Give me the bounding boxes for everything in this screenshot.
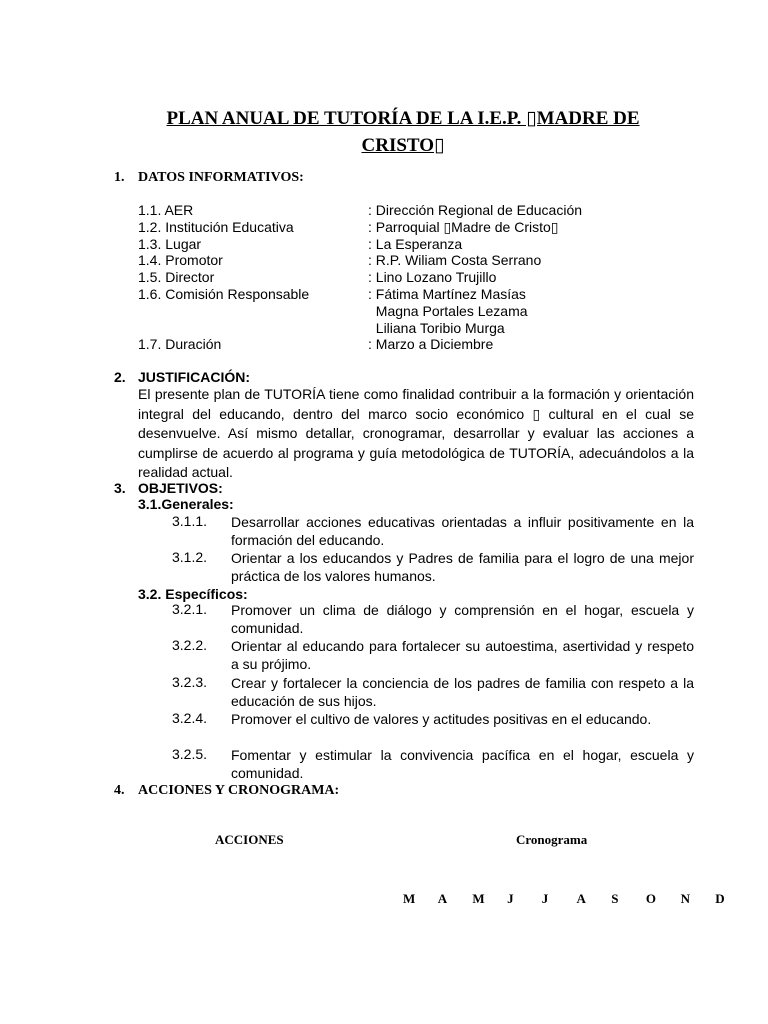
section-title: ACCIONES Y CRONOGRAMA: [138, 783, 340, 798]
justification-paragraph: El presente plan de TUTORÍA tiene como finalidad contribuir a la formación y orientación integral del educando, dentro del marco socio económico ▯ cultural en el cual se desenvuelve. Así mismo detallar, cronogramar, desarrollar y evaluar las acciones a cumplirse de acuerdo al programa y guía metodológica de TUTORÍA, adecuándolos a la realidad actual. [138, 386, 694, 481]
especificos-heading: 3.2. Específicos: [138, 586, 248, 602]
section-number: 3. [114, 480, 126, 496]
info-value: : Dirección Regional de Educación [368, 202, 583, 218]
section-title: DATOS INFORMATIVOS: [138, 170, 304, 185]
info-value: : Marzo a Diciembre [368, 336, 494, 353]
objective-text: Promover un clima de diálogo y comprensión en el hogar, escuela y comunidad. [231, 602, 694, 636]
info-row [138, 286, 526, 302]
info-row [138, 218, 559, 235]
generales-heading: 3.1.Generales: [138, 496, 234, 512]
section-1-heading [114, 170, 304, 186]
info-row [138, 202, 583, 218]
objective-number: 3.1.1. [172, 513, 208, 529]
objective-number: 3.2.5. [172, 746, 208, 762]
info-value: : Parroquial ▯Madre de Cristo▯ [368, 218, 559, 235]
objective-number: 3.2.1. [172, 601, 208, 617]
objective-text: Desarrollar acciones educativas orientadas a influir positivamente en la formación del educando. [231, 514, 694, 548]
month-letter: J [507, 891, 514, 906]
info-label: 1.4. Promotor [138, 252, 223, 269]
section-number: 2. [114, 369, 126, 385]
month-letter: N [680, 891, 690, 906]
month-letter: D [715, 891, 725, 906]
info-label: 1.3. Lugar [138, 235, 202, 252]
section-2-heading [114, 369, 250, 385]
month-letter: M [403, 891, 416, 906]
section-title: JUSTIFICACIÓN: [138, 369, 250, 385]
info-value: Liliana Toribio Murga [368, 319, 505, 336]
schedule-column-header: Cronograma [516, 832, 588, 847]
info-value: : Fátima Martínez Masías [368, 286, 526, 302]
month-letter: S [611, 891, 619, 906]
section-4-heading [114, 783, 339, 799]
info-label: 1.1. AER [138, 202, 194, 218]
objective-text: Promover el cultivo de valores y actitudes positivas en el educando. [231, 711, 652, 727]
section-number: 4. [114, 783, 125, 798]
month-letter: M [472, 891, 485, 906]
info-label: 1.7. Duración [138, 336, 222, 353]
info-row [138, 336, 494, 353]
objective-text: Crear y fortalecer la conciencia de los padres de familia con respeto a la educación de sus hijos. [231, 675, 694, 709]
objective-number: 3.1.2. [172, 549, 208, 565]
info-value: Magna Portales Lezama [368, 302, 528, 319]
info-value: : La Esperanza [368, 235, 463, 252]
actions-column-header: ACCIONES [215, 832, 284, 847]
info-label: 1.5. Director [138, 269, 215, 286]
month-letter: J [541, 891, 549, 906]
month-letter: A [437, 891, 448, 906]
info-row [138, 269, 497, 286]
month-letter: O [645, 891, 657, 906]
info-label: 1.6. Comisión Responsable [138, 286, 310, 302]
objective-text: Fomentar y estimular la convivencia pacífica en el hogar, escuela y comunidad. [231, 747, 694, 781]
document-title-line-2: CRISTO▯ [361, 135, 445, 156]
objective-text: Orientar al educando para fortalecer su autoestima, asertividad y respeto a su prójimo. [231, 638, 694, 672]
info-label: 1.2. Institución Educativa [138, 218, 294, 235]
objective-number: 3.2.2. [172, 637, 208, 653]
section-number: 1. [114, 170, 125, 185]
objective-number: 3.2.4. [172, 710, 208, 726]
info-value: : Lino Lozano Trujillo [368, 269, 497, 286]
month-letter: A [576, 891, 586, 906]
objective-number: 3.2.3. [172, 674, 208, 690]
info-value: : R.P. Wiliam Costa Serrano [368, 252, 542, 269]
objective-text: Orientar a los educandos y Padres de familia para el logro de una mejor práctica de los valores humanos. [231, 550, 694, 584]
info-row [138, 252, 542, 269]
section-title: OBJETIVOS: [138, 480, 223, 496]
info-row [138, 235, 463, 252]
section-3-heading [114, 480, 223, 496]
document-title-line-1: PLAN ANUAL DE TUTORÍA DE LA I.E.P. ▯MADRE DE [166, 108, 640, 129]
